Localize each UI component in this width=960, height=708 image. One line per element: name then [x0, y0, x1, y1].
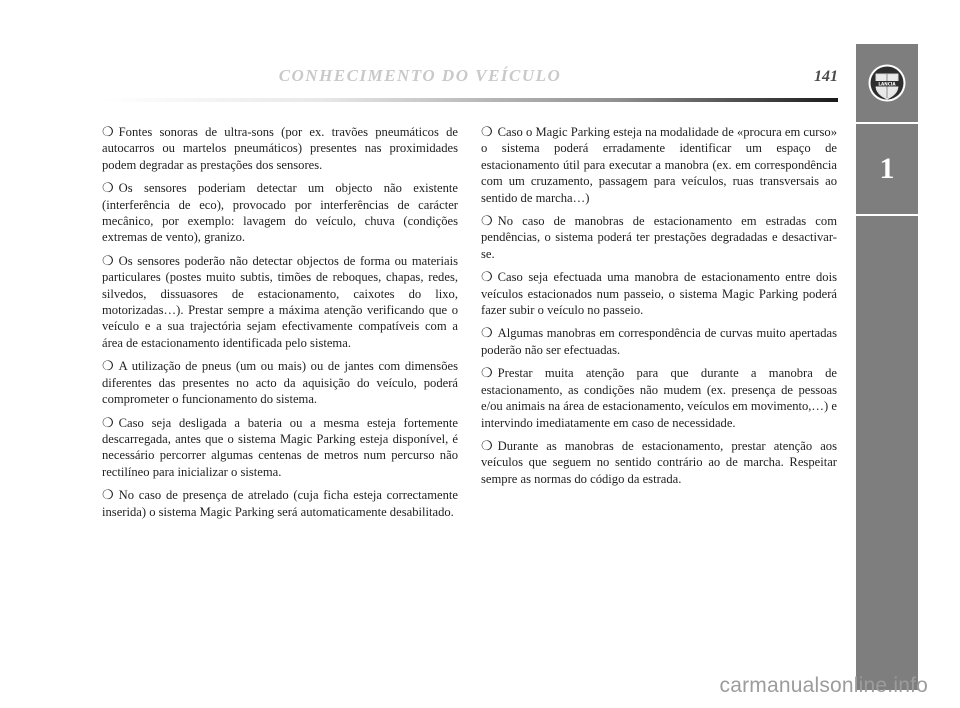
bullet-circle-icon: ❍: [481, 269, 493, 285]
bullet-circle-icon: ❍: [481, 124, 493, 139]
paragraph-text: Durante as manobras de estacionamento, prestar atenção aos veículos que seguem no sentido contrário ao de marcha. Respeitar sempre as normas do código da estrada.: [481, 438, 837, 486]
bullet-circle-icon: ❍: [481, 437, 493, 453]
chapter-number: 1: [879, 152, 895, 185]
chapter-side-tab: [856, 44, 918, 690]
paragraph-text: Caso o Magic Parking esteja na modalidade de «procura em curso» o sistema poderá erradamente identificar um espaço de estacionamento útil para executar a manobra (ex. em correspondência com um cruzamento, passagem para veículos, ruas transversais ao sentido de marcha…): [481, 125, 837, 205]
bullet-paragraph: [481, 213, 837, 262]
bullet-circle-icon: ❍: [102, 358, 114, 374]
tab-divider-bottom: [856, 214, 918, 216]
bullet-paragraph: [481, 438, 837, 487]
left-column: [102, 124, 458, 527]
bullet-paragraph: [481, 325, 837, 358]
bullet-paragraph: [481, 124, 837, 206]
paragraph-text: No caso de manobras de estacionamento em estradas com pendências, o sistema poderá ter prestações degradadas e desactivar-se.: [481, 214, 837, 261]
page-header-title: CONHECIMENTO DO VEÍCULO: [278, 66, 562, 85]
logo-text: LANCIA: [878, 81, 896, 87]
lancia-logo: [856, 44, 918, 122]
paragraph-text: A utilização de pneus (um ou mais) ou de jantes com dimensões diferentes das presentes no acto da aquisição do veículo, poderá comprometer o funcionamento do sistema.: [102, 359, 458, 407]
bullet-paragraph: [102, 358, 458, 407]
paragraph-text: Fontes sonoras de ultra-sons (por ex. travões pneumáticos de autocarros ou martelos pneumáticos) presentes nas proximidades podem degradar as prestações dos sensores.: [102, 125, 458, 172]
right-column: [481, 124, 837, 494]
bullet-paragraph: [102, 487, 458, 520]
paragraph-text: Algumas manobras em correspondência de curvas muito apertadas poderão não ser efectuadas.: [481, 326, 837, 357]
paragraph-text: Os sensores poderiam detectar um objecto não existente (interferência de eco), provocado por interferências de carácter mecânico, por exemplo: lavagem do veículo, chuva (condições extremas de vento), granizo.: [102, 181, 458, 245]
paragraph-text: No caso de presença de atrelado (cuja ficha esteja correctamente inserida) o sistema Magic Parking será automaticamente desabilitado.: [102, 488, 458, 519]
bullet-circle-icon: ❍: [102, 180, 114, 196]
bullet-circle-icon: ❍: [102, 124, 114, 139]
bullet-circle-icon: ❍: [102, 252, 114, 268]
bullet-circle-icon: ❍: [102, 414, 114, 430]
page-number: 141: [814, 68, 838, 85]
bullet-paragraph: [481, 269, 837, 318]
paragraph-text: Caso seja desligada a bateria ou a mesma esteja fortemente descarregada, antes que o sistema Magic Parking esteja disponível, é necessário percorrer algumas centenas de metros num percurso não rectilíneo para inicializar o sistema.: [102, 415, 458, 479]
paragraph-text: Caso seja efectuada uma manobra de estacionamento entre dois veículos estacionados num passeio, o sistema Magic Parking poderá fazer subir o veículo no passeio.: [481, 270, 837, 318]
bullet-paragraph: [102, 253, 458, 351]
bullet-paragraph: [481, 365, 837, 431]
paragraph-text: Os sensores poderão não detectar objectos de forma ou materiais particulares (postes muito subtis, timões de reboques, chapas, redes, silvedos, dissuasores de estacionamento, caixotes do lixo, motorizadas…). Prestar sempre a máxima atenção verificando que o veículo e a sua trajectória sejam efectivamente compatíveis com a área de estacionamento identificada pelo sistema.: [102, 253, 458, 350]
bullet-circle-icon: ❍: [481, 365, 493, 381]
lancia-shield-icon: [867, 61, 907, 105]
bullet-paragraph: [102, 180, 458, 246]
bullet-circle-icon: ❍: [102, 487, 114, 503]
bullet-circle-icon: ❍: [481, 325, 493, 341]
bullet-paragraph: [102, 124, 458, 173]
bullet-circle-icon: ❍: [481, 213, 493, 229]
watermark: carmanualsonline.info: [719, 674, 928, 697]
header-rule: [102, 98, 838, 102]
paragraph-text: Prestar muita atenção para que durante a manobra de estacionamento, as condições não mudem (ex. presença de pessoas e/ou animais na área de estacionamento, veículos em movimento,…) e intervindo imediatamente em caso de necessidade.: [481, 366, 837, 430]
chapter-cell: [856, 124, 918, 214]
bullet-paragraph: [102, 415, 458, 481]
